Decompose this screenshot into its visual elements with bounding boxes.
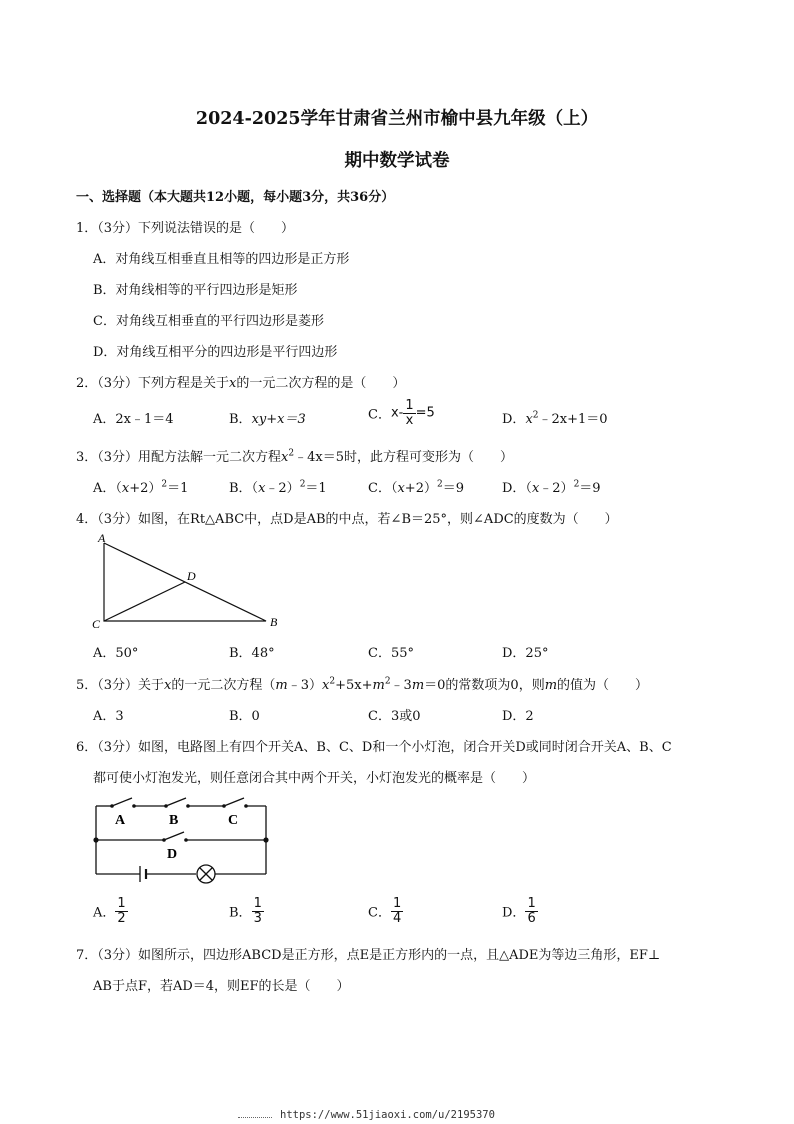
exam-title: 2024-2025学年甘肃省兰州市榆中县九年级（上） — [195, 109, 599, 129]
footer-link[interactable]: https://www.51jiaoxi.com/u/2195370 — [280, 1109, 495, 1121]
footer-mark-icon — [238, 1113, 272, 1118]
question-5-option-d: D．2 — [502, 709, 534, 724]
question-6-option-c: C． $\frac{1}{4}$ — [368, 896, 402, 926]
question-4-option-d: D．25° — [502, 646, 549, 661]
question-2-option-c: C．x- $\frac{1}{x}$ =5 — [368, 398, 435, 428]
question-1-option-b: B．对角线相等的平行四边形是矩形 — [93, 283, 298, 298]
vertex-d-label: D — [187, 569, 196, 583]
circuit-figure — [88, 796, 278, 888]
question-2-option-b: B．xy+x＝3 — [229, 412, 306, 427]
vertex-c-label: C — [92, 617, 101, 631]
question-2-stem: 2．（3分）下列方程是关于x的一元二次方程的是（ ） — [76, 376, 406, 391]
question-5-option-a: A．3 — [93, 709, 124, 724]
question-3-stem: 3．（3分）用配方法解一元二次方程$x^2﹣4x=5$时，此方程可变形为（ ） — [76, 448, 513, 465]
question-7-stem-line1: 7．（3分）如图所示，四边形ABCD是正方形，点E是正方形内的一点，且△ADE为等边三角形，EF⊥ — [76, 948, 661, 963]
question-1-option-c: C．对角线互相垂直的平行四边形是菱形 — [93, 314, 324, 329]
switch-c-label: C — [228, 813, 239, 828]
question-5-stem: 5．（3分）关于x的一元二次方程$(m﹣3)x^2+5x+m^2﹣3m=0$的常数项为0，则m的值为（ ） — [76, 676, 649, 693]
question-6-stem-line2: 都可使小灯泡发光，则任意闭合其中两个开关，小灯泡发光的概率是（ ） — [93, 771, 536, 786]
question-4-option-c: C．55° — [368, 646, 414, 661]
question-3-option-d: D．（x﹣2）$^2$＝9 — [502, 479, 601, 496]
question-2-option-d: D．$x^2﹣2x+1=0$ — [502, 410, 608, 427]
question-3-option-c: C．$(x+2)^2=9$ — [368, 479, 464, 496]
question-3-option-a: A．$(x+2)^2=1$ — [93, 479, 189, 496]
segment-cd — [104, 582, 185, 621]
question-6-option-b: B． $\frac{1}{3}$ — [229, 896, 262, 926]
question-5-option-b: B．0 — [229, 709, 260, 724]
question-4-option-b: B．48° — [229, 646, 275, 661]
question-1-stem: 1．（3分）下列说法错误的是（ ） — [76, 221, 295, 236]
question-5-option-c: C．3或0 — [368, 709, 421, 724]
triangle-figure — [90, 530, 290, 636]
exam-subtitle: 期中数学试卷 — [344, 151, 450, 171]
switch-a-label: A — [115, 813, 126, 828]
vertex-a-label: A — [98, 531, 106, 545]
vertex-b-label: B — [270, 615, 278, 629]
question-1-option-d: D．对角线互相平分的四边形是平行四边形 — [93, 345, 338, 360]
question-6-option-a: A． $\frac{1}{2}$ — [93, 896, 126, 926]
question-7-stem-line2: AB于点F，若AD＝4，则EF的长是（ ） — [93, 979, 350, 994]
section-heading: 一、选择题（本大题共12小题，每小题3分，共36分） — [76, 190, 395, 205]
question-6-option-d: D． $\frac{1}{6}$ — [502, 896, 536, 926]
footer-url — [238, 1109, 495, 1121]
switch-d-label: D — [167, 847, 178, 862]
question-2-option-a: A．2x﹣1＝4 — [93, 412, 174, 427]
question-4-stem: 4．（3分）如图，在Rt△ABC中，点D是AB的中点，若∠B＝25°，则∠ADC的度数为（ ） — [76, 512, 618, 527]
question-6-stem-line1: 6．（3分）如图，电路图上有四个开关A、B、C、D和一个小灯泡，闭合开关D或同时闭合开关A、B、C — [76, 740, 672, 755]
switch-b-label: B — [169, 813, 179, 828]
question-3-option-b: B．（x﹣2）$^2$＝1 — [229, 479, 327, 496]
question-4-option-a: A．50° — [93, 646, 139, 661]
question-1-option-a: A．对角线互相垂直且相等的四边形是正方形 — [93, 252, 350, 267]
